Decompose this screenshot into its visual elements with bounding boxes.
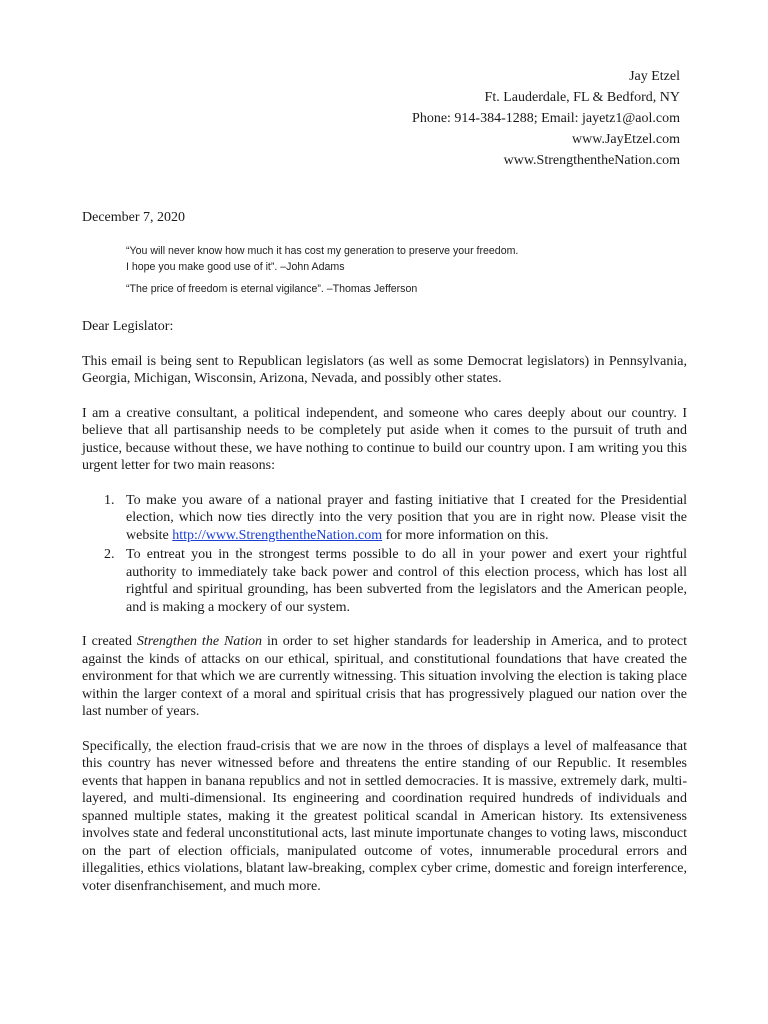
reason-1-text-start: To make you aware of a national prayer and fasting initiative that I created for the Presidential election, which now ties directly into the very position that you are in right now. Please visit the website [126, 492, 687, 543]
about-paragraph: I am a creative consultant, a political independent, and someone who cares deeply about our country. I believe that all partisanship needs to be completely put aside when it comes to the pursuit of truth and justice, because without these, we have nothing to continue to build our country upon. I am writing you this urgent letter for two main reasons: [82, 405, 687, 473]
letter-date: December 7, 2020 [82, 210, 186, 225]
strengthen-nation-link[interactable]: http://www.StrengthentheNation.com [172, 527, 383, 543]
sender-website-1: www.JayEtzel.com [572, 132, 680, 147]
reason-number-1: 1. [104, 492, 115, 508]
reason-item-2 [82, 546, 687, 616]
p3-text-start: I created [82, 634, 137, 649]
strengthen-nation-paragraph [82, 633, 687, 721]
sender-contact: Phone: 914-384-1288; Email: jayetz1@aol.com [412, 111, 680, 126]
sender-name: Jay Etzel [629, 69, 680, 84]
salutation: Dear Legislator: [82, 319, 174, 334]
letter-body [82, 318, 687, 912]
initiative-name: Strengthen the Nation [136, 634, 263, 649]
reason-1-text-end: for more information on this. [382, 527, 549, 543]
epigraph-quotes [126, 244, 518, 298]
intro-paragraph: This email is being sent to Republican legislators (as well as some Democrat legislators) in Pennsylvania, Georgia, Michigan, Wisconsin, Arizona, Nevada, and possibly other states. [82, 353, 687, 386]
adams-quote-line-1: “You will never know how much it has cost my generation to preserve your freedom. [126, 245, 519, 257]
jefferson-quote: “The price of freedom is eternal vigilance”. –Thomas Jefferson [126, 283, 418, 295]
election-crisis-paragraph: Specifically, the election fraud-crisis that we are now in the throes of displays a level of malfeasance that this country has never witnessed before and threatens the entire standing of our Republic. It resembles events that happen in banana republics and not in settled democracies. It is massive, extremely dark, multi-layered, and multi-dimensional. Its engineering and coordination required hundreds of individuals and spanned multiple states, making it the greatest political scandal in American history. Its extensiveness involves state and federal unconstitutional acts, last minute importunate changes to voting laws, misconduct on the part of election officials, manipulated outcome of votes, innumerable procedural errors and illegalities, ethics violations, blatant law-breaking, complex cyber crime, domestic and foreign interference, voter disenfranchisement, and much more. [82, 738, 687, 894]
reason-item-1 [82, 492, 687, 545]
adams-quote-line-2: I hope you make good use of it”. –John Adams [126, 260, 345, 273]
reasons-list [82, 492, 687, 617]
sender-website-2: www.StrengthentheNation.com [503, 153, 680, 168]
sender-block [412, 66, 680, 171]
sender-location: Ft. Lauderdale, FL & Bedford, NY [484, 90, 680, 105]
reason-2-text: To entreat you in the strongest terms possible to do all in your power and exert your rightful authority to immediately take back power and control of this election process, which has lost all rightful and spiritual grounding, has been subverted from the legislators and the American people, and is making a mockery of our system. [126, 547, 687, 615]
p3-text-end: in order to set higher standards for leadership in America, and to protect against the kinds of attacks on our ethical, spiritual, and constitutional foundations that have created the environment for that which we are currently witnessing. This situation involving the election is taking place within the larger context of a moral and spiritual crisis that has progressively plagued our nation over the last number of years. [82, 634, 687, 719]
reason-number-2: 2. [104, 547, 115, 562]
